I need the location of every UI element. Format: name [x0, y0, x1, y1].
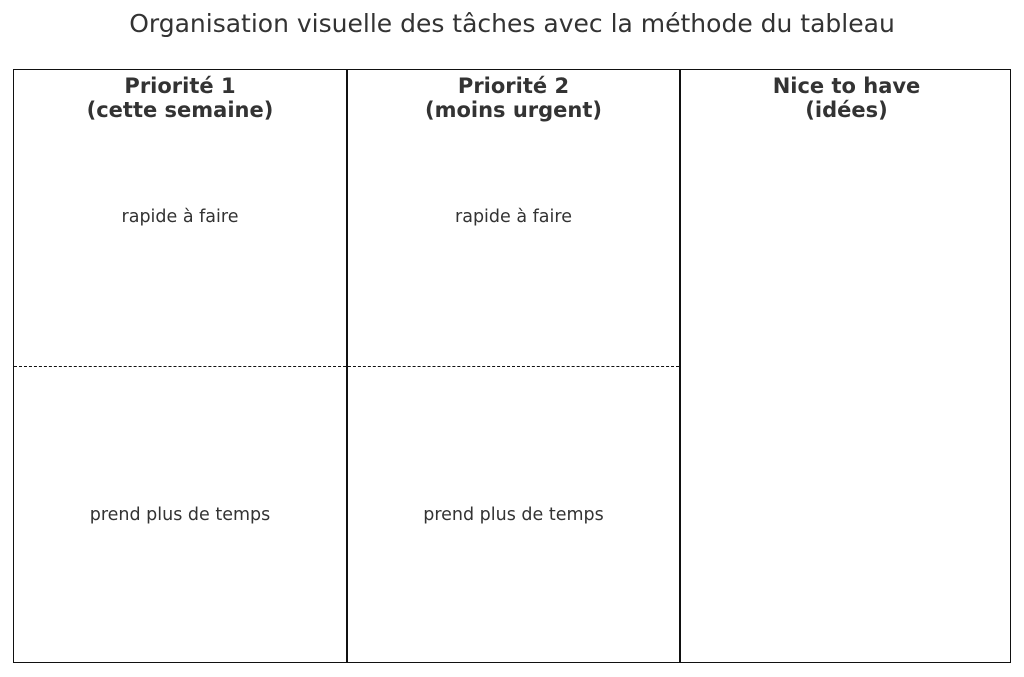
- zone-long-label: prend plus de temps: [89, 505, 271, 525]
- dashed-divider: [14, 366, 346, 367]
- column-header-subtitle: (moins urgent): [424, 98, 603, 122]
- column-header-title: Nice to have: [772, 74, 921, 98]
- column-header-title: Priorité 1: [124, 74, 236, 98]
- column-header: [348, 74, 679, 122]
- column-header-title: Priorité 2: [457, 74, 570, 98]
- column-nice-to-have: [679, 70, 1012, 662]
- column-header-subtitle: (cette semaine): [86, 98, 274, 122]
- diagram-title: Organisation visuelle des tâches avec la méthode du tableau: [129, 9, 895, 38]
- column-header-subtitle: (idées): [805, 98, 888, 122]
- column-priority-1: [14, 70, 346, 662]
- dashed-divider: [348, 366, 679, 367]
- zone-long-label: prend plus de temps: [423, 505, 604, 525]
- task-board: [13, 69, 1011, 663]
- column-priority-2: [346, 70, 679, 662]
- zone-quick-label: rapide à faire: [121, 207, 239, 227]
- column-header: [14, 74, 346, 122]
- column-header: [681, 74, 1012, 122]
- zone-quick-label: rapide à faire: [455, 207, 572, 227]
